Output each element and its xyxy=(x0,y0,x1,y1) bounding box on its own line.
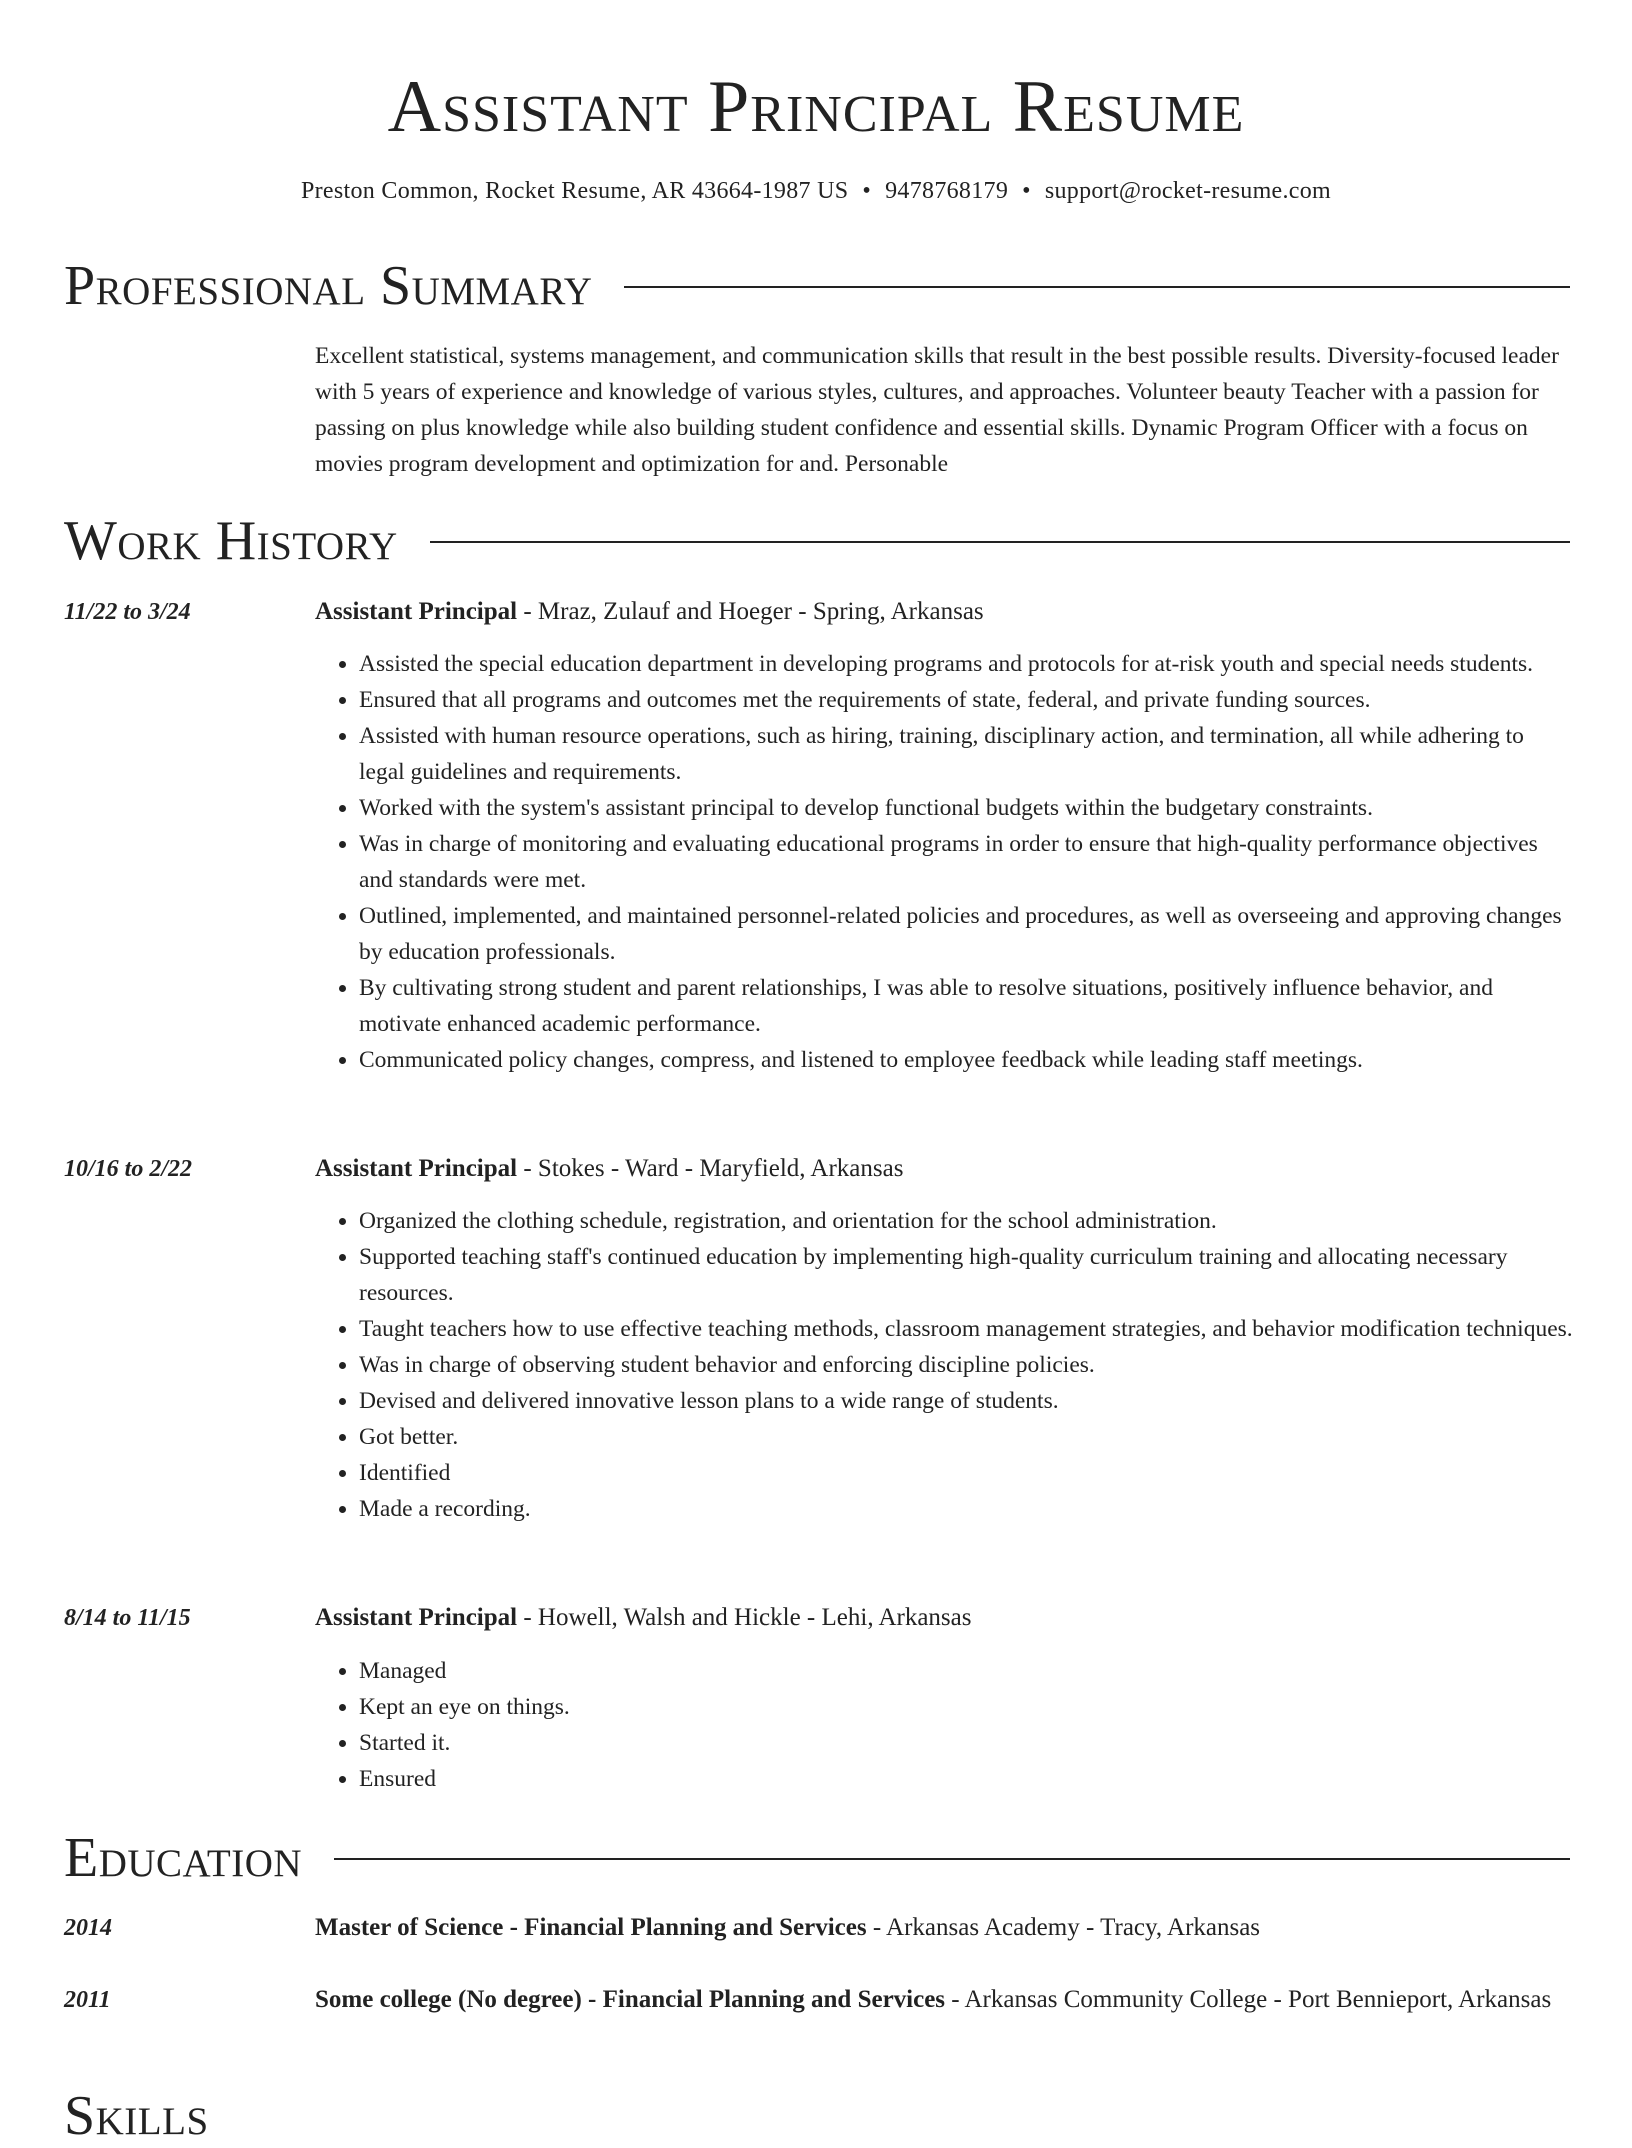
job-bullet: • Identified xyxy=(359,1455,1575,1491)
contact-address: Preston Common, Rocket Resume, AR 43664-1987 US xyxy=(300,178,849,204)
section-divider xyxy=(334,1858,1570,1860)
job-bullet: • Got better. xyxy=(359,1419,1575,1455)
job-bullet: • Was in charge of monitoring and evaluating educational programs in order to ensure that high-quality performance objectives and standards were met. xyxy=(359,826,1575,898)
skills-section-header xyxy=(64,2084,1570,2148)
section-divider xyxy=(624,286,1570,288)
job-bullet: • Supported teaching staff's continued education by implementing high-quality curriculum training and allocating necessary resources. xyxy=(359,1239,1575,1311)
job-role: Assistant Principal xyxy=(315,1604,518,1631)
job-bullet: • Ensured that all programs and outcomes met the requirements of state, federal, and private funding sources. xyxy=(359,682,1575,718)
education-section-header xyxy=(64,1826,1570,1890)
education-year: 2011 xyxy=(64,1987,111,2013)
contact-line xyxy=(0,174,1632,208)
job-role: Assistant Principal xyxy=(315,598,518,625)
education-details: - Arkansas Academy - Tracy, Arkansas xyxy=(866,1914,1261,1941)
contact-email: support@rocket-resume.com xyxy=(1044,178,1332,204)
job-bullets xyxy=(315,1203,1575,1527)
work-section-header xyxy=(64,509,1570,573)
job-bullet: • Was in charge of observing student behavior and enforcing discipline policies. xyxy=(359,1347,1575,1383)
job-bullet: • Taught teachers how to use effective teaching methods, classroom management strategies, and behavior modification techniques. xyxy=(359,1311,1575,1347)
job-details: - Stokes - Ward - Maryfield, Arkansas xyxy=(517,1155,904,1182)
job-bullet: • Outlined, implemented, and maintained personnel-related policies and procedures, as well as overseeing and approving changes by education professionals. xyxy=(359,898,1575,970)
resume-title: Assistant Principal Resume xyxy=(387,66,1245,148)
job-heading xyxy=(315,1600,1575,1636)
job-bullet: • Worked with the system's assistant principal to develop functional budgets within the budgetary constraints. xyxy=(359,790,1575,826)
contact-separator: • xyxy=(862,178,872,204)
job-bullet: • Assisted the special education department in developing programs and protocols for at-risk youth and special needs students. xyxy=(359,646,1575,682)
summary-text: Excellent statistical, systems management, and communication skills that result in the best possible results. Diversity-focused leader with 5 years of experience and knowledge of various styles, cultures, and approaches. Volunteer beauty Teacher with a passion for passing on plus knowledge while also building student confidence and essential skills. Dynamic Program Officer with a focus on movies program development and optimization for and. Personable xyxy=(315,343,1559,477)
job-bullet: • Ensured xyxy=(359,1761,1575,1797)
job-dates: 8/14 to 11/15 xyxy=(64,1605,191,1631)
contact-separator: • xyxy=(1022,178,1031,204)
education-year: 2014 xyxy=(64,1915,112,1941)
job-heading xyxy=(315,1151,1575,1187)
job-bullet: • Communicated policy changes, compress, and listened to employee feedback while leading staff meetings. xyxy=(359,1042,1575,1078)
education-details: - Arkansas Community College - Port Bennieport, Arkansas xyxy=(945,1986,1552,2013)
education-entry xyxy=(315,1909,1575,1947)
job-details: - Mraz, Zulauf and Hoeger - Spring, Arkansas xyxy=(517,598,984,625)
section-divider xyxy=(430,541,1570,543)
job-bullets xyxy=(315,1653,1575,1797)
education-degree: Master of Science - Financial Planning and Services xyxy=(315,1914,867,1941)
job-bullet: • Made a recording. xyxy=(359,1491,1575,1527)
summary-section-header xyxy=(64,254,1570,318)
job-bullet: • Kept an eye on things. xyxy=(359,1689,1575,1725)
job-bullet: • By cultivating strong student and parent relationships, I was able to resolve situations, positively influence behavior, and motivate enhanced academic performance. xyxy=(359,970,1575,1042)
job-bullet: • Assisted with human resource operations, such as hiring, training, disciplinary action, and termination, all while adhering to legal guidelines and requirements. xyxy=(359,718,1575,790)
education-section-title: Education xyxy=(64,1827,303,1889)
job-bullets xyxy=(315,646,1575,1078)
job-role: Assistant Principal xyxy=(315,1155,518,1182)
job-bullet: • Devised and delivered innovative lesson plans to a wide range of students. xyxy=(359,1383,1575,1419)
job-bullet: • Started it. xyxy=(359,1725,1575,1761)
job-details: - Howell, Walsh and Hickle - Lehi, Arkansas xyxy=(517,1604,972,1631)
skills-section-title: Skills xyxy=(64,2085,209,2147)
job-dates: 11/22 to 3/24 xyxy=(64,599,191,625)
work-section-title: Work History xyxy=(64,510,398,572)
education-entry xyxy=(315,1981,1575,2019)
summary-section-title: Professional Summary xyxy=(64,255,593,317)
job-heading xyxy=(315,594,1575,630)
job-bullet: • Managed xyxy=(359,1653,1575,1689)
education-degree: Some college (No degree) - Financial Planning and Services xyxy=(315,1986,946,2013)
contact-phone: 9478768179 xyxy=(885,178,1009,204)
job-dates: 10/16 to 2/22 xyxy=(64,1156,193,1182)
job-bullet: • Organized the clothing schedule, registration, and orientation for the school administration. xyxy=(359,1203,1575,1239)
